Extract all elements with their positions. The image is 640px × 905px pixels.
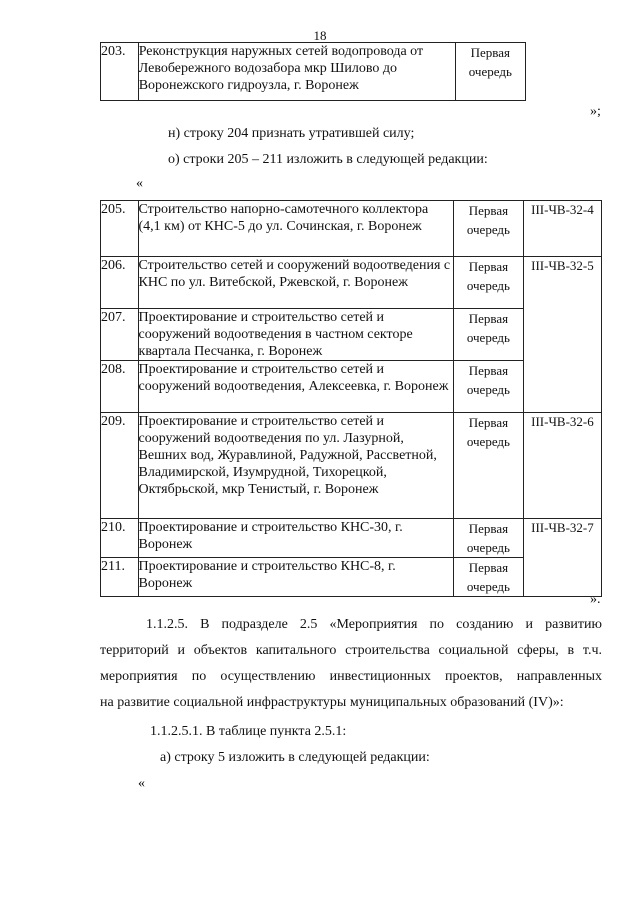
- row-stage: Первая очередь: [453, 519, 523, 558]
- table-row: [101, 413, 602, 519]
- opening-quote: «: [136, 176, 143, 191]
- row-number: 208.: [101, 361, 139, 413]
- closing-quote: ».: [590, 592, 601, 607]
- paragraph-line: 1.1.2.5. В подразделе 2.5 «Мероприятия по созданию и развитию: [146, 617, 602, 632]
- row-code: III-ЧВ-32-5: [523, 257, 601, 413]
- row-stage: Первая очередь: [453, 201, 523, 257]
- row-number: 210.: [101, 519, 139, 558]
- row-stage: Первая очередь: [455, 43, 525, 101]
- table-row-203-block: [100, 42, 526, 101]
- subsection-heading: 1.1.2.5.1. В таблице пункта 2.5.1:: [150, 724, 347, 739]
- paragraph-line: на развитие социальной инфраструктуры муниципальных образований (IV)»:: [100, 695, 564, 710]
- row-name: Проектирование и строительство сетей и сооружений водоотведения по ул. Лазурной, Вешних вод, Журавлиной, Радужной, Рассветной, Владимирской, Изумрудной, Тихорецкой, Октябрьской, мкр Тенистый, г. Воронеж: [138, 413, 453, 519]
- row-code: III-ЧВ-32-7: [523, 519, 601, 597]
- row-name: Строительство напорно-самотечного коллектора (4,1 км) от КНС-5 до ул. Сочинская, г. Воронеж: [138, 201, 453, 257]
- row-stage: Первая очередь: [453, 558, 523, 597]
- paragraph-line: мероприятия по осуществлению инвестиционных проектов, направленных: [100, 669, 602, 684]
- page-number: 18: [313, 28, 327, 43]
- closing-quote: »;: [590, 104, 601, 119]
- row-number: 209.: [101, 413, 139, 519]
- row-number: 206.: [101, 257, 139, 309]
- row-name: Проектирование и строительство КНС-30, г. Воронеж: [138, 519, 453, 558]
- row-name: Проектирование и строительство КНС-8, г. Воронеж: [138, 558, 453, 597]
- row-stage: Первая очередь: [453, 309, 523, 361]
- item-a: а) строку 5 изложить в следующей редакции:: [160, 750, 430, 765]
- item-o: о) строки 205 – 211 изложить в следующей редакции:: [168, 152, 488, 167]
- table-row: [101, 43, 526, 101]
- row-name: Строительство сетей и сооружений водоотведения с КНС по ул. Витебской, Ржевской, г. Воронеж: [138, 257, 453, 309]
- row-number: 211.: [101, 558, 139, 597]
- paragraph-line: территорий и объектов капитального строительства социальной сферы, в т.ч.: [100, 643, 602, 658]
- table-row: [101, 201, 602, 257]
- row-code: III-ЧВ-32-6: [523, 413, 601, 519]
- row-number: 207.: [101, 309, 139, 361]
- row-stage: Первая очередь: [453, 413, 523, 519]
- row-name: Проектирование и строительство сетей и сооружений водоотведения в частном секторе квартала Песчанка, г. Воронеж: [138, 309, 453, 361]
- row-code: III-ЧВ-32-4: [523, 201, 601, 257]
- row-name: Реконструкция наружных сетей водопровода от Левобережного водозабора мкр Шилово до Воронежского гидроузла, г. Воронеж: [138, 43, 455, 101]
- opening-quote: «: [138, 776, 145, 791]
- table-row: [101, 519, 602, 558]
- row-name: Проектирование и строительство сетей и сооружений водоотведения, Алексеевка, г. Воронеж: [138, 361, 453, 413]
- row-stage: Первая очередь: [453, 361, 523, 413]
- row-number: 203.: [101, 43, 139, 101]
- row-stage: Первая очередь: [453, 257, 523, 309]
- item-n: н) строку 204 признать утратившей силу;: [168, 126, 415, 141]
- amendment-table: [100, 200, 602, 597]
- section-paragraph: [100, 612, 602, 716]
- table-row: [101, 257, 602, 309]
- row-number: 205.: [101, 201, 139, 257]
